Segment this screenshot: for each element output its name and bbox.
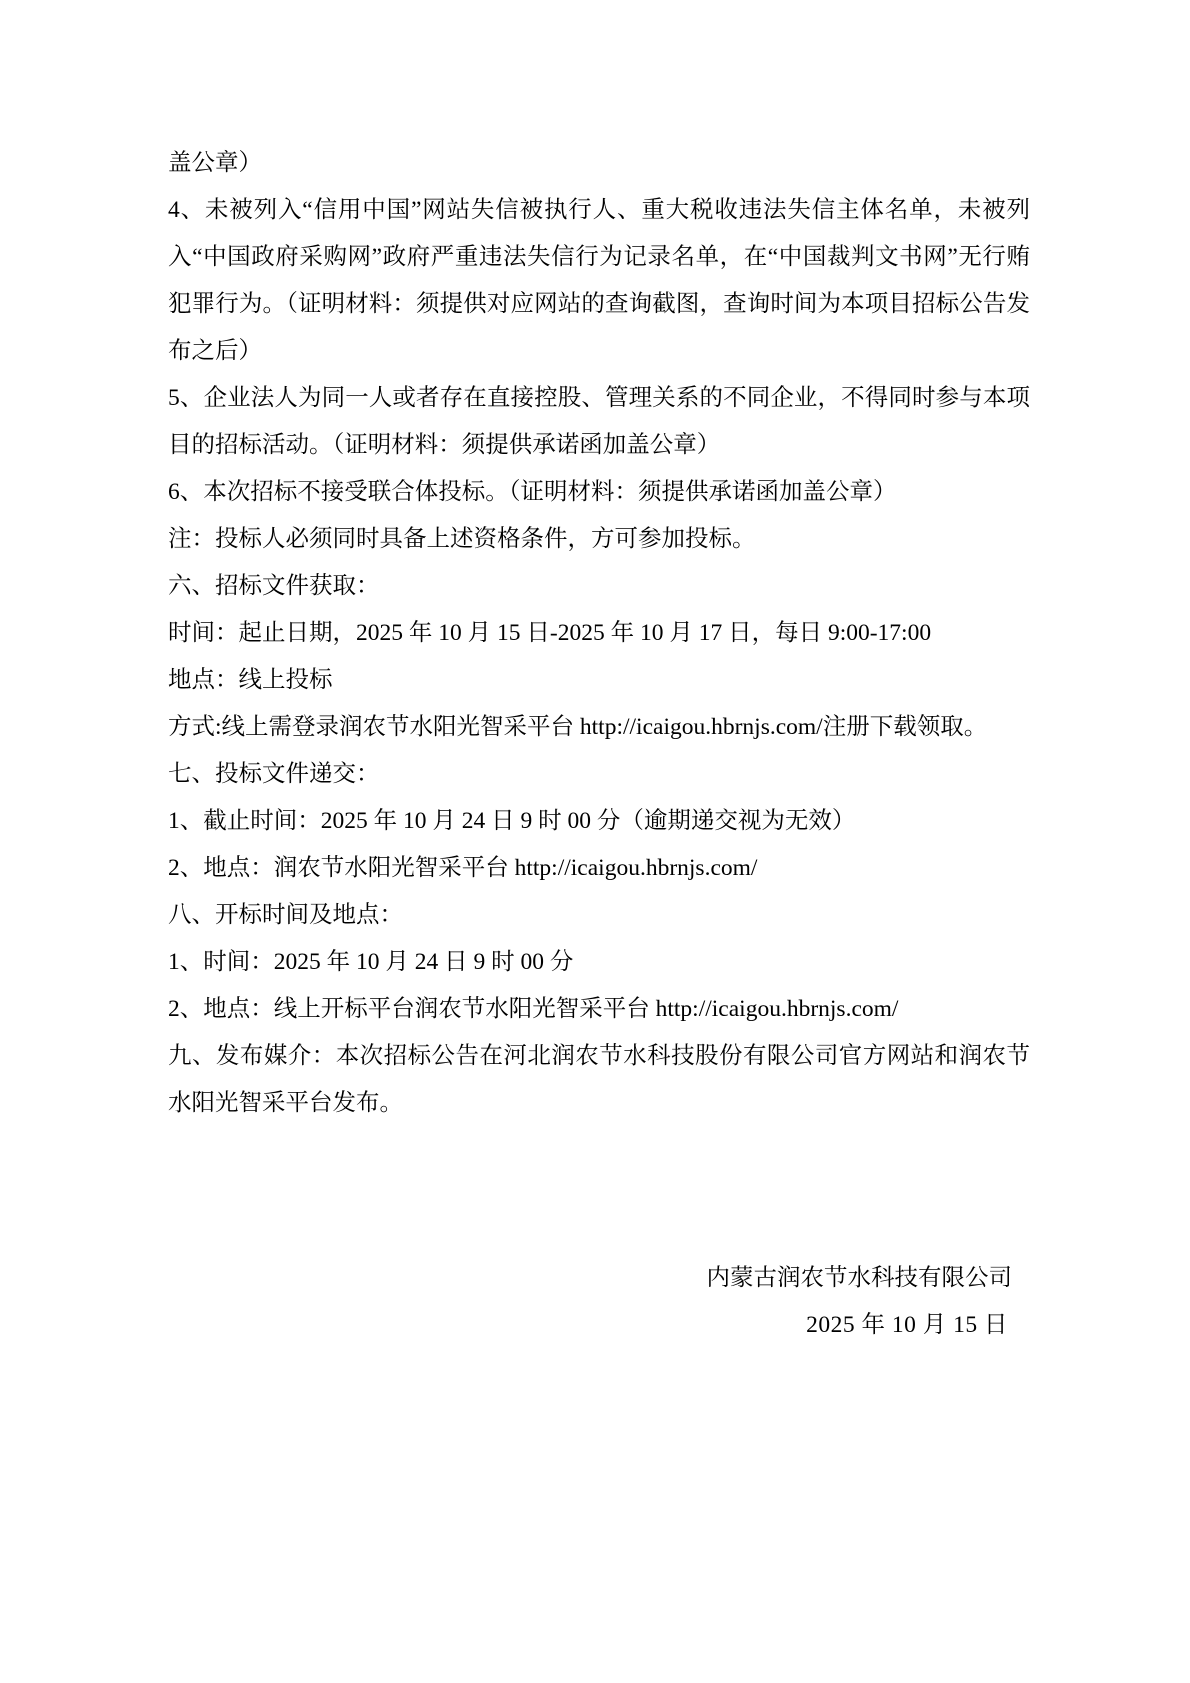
paragraph-open-location: 2、地点：线上开标平台润农节水阳光智采平台 http://icaigou.hbrnjs.com/ (168, 996, 899, 1022)
paragraph-2: 4、未被列入“信用中国”网站失信被执行人、重大税收违法失信主体名单，未被列入“中国政府采购网”政府严重违法失信行为记录名单，在“中国裁判文书网”无行贿犯罪行为。（证明材料：须提供对应网站的查询截图，查询时间为本项目招标公告发布之后） (168, 197, 1030, 364)
section-heading-seven: 七、投标文件递交： (168, 761, 380, 787)
paragraph-3: 5、企业法人为同一人或者存在直接控股、管理关系的不同企业，不得同时参与本项目的招标活动。（证明材料：须提供承诺函加盖公章） (168, 385, 1030, 458)
section-heading-six: 六、招标文件获取： (168, 573, 380, 599)
paragraph-method: 方式:线上需登录润农节水阳光智采平台 http://icaigou.hbrnjs.com/注册下载领取。 (168, 714, 988, 740)
paragraph-time: 时间：起止日期，2025 年 10 月 15 日-2025 年 10 月 17 日，每日 9:00-17:00 (168, 620, 932, 646)
paragraph-1: 盖公章） (168, 150, 262, 176)
signature-company: 内蒙古润农节水科技有限公司 (706, 1265, 1012, 1291)
paragraph-submit-location: 2、地点：润农节水阳光智采平台 http://icaigou.hbrnjs.com/ (168, 855, 758, 881)
signature-block (168, 1255, 1030, 1349)
paragraph-location: 地点：线上投标 (168, 667, 333, 693)
section-heading-nine: 九、发布媒介：本次招标公告在河北润农节水科技股份有限公司官方网站和润农节水阳光智采平台发布。 (168, 1043, 1030, 1116)
paragraph-4: 6、本次招标不接受联合体投标。（证明材料：须提供承诺函加盖公章） (168, 479, 897, 505)
paragraph-deadline: 1、截止时间：2025 年 10 月 24 日 9 时 00 分（逾期递交视为无效） (168, 808, 856, 834)
paragraph-5: 注：投标人必须同时具备上述资格条件，方可参加投标。 (168, 526, 756, 552)
paragraph-open-time: 1、时间：2025 年 10 月 24 日 9 时 00 分 (168, 949, 574, 975)
signature-date: 2025 年 10 月 15 日 (806, 1312, 1008, 1338)
document-body (168, 140, 1030, 1127)
section-heading-eight: 八、开标时间及地点： (168, 902, 403, 928)
